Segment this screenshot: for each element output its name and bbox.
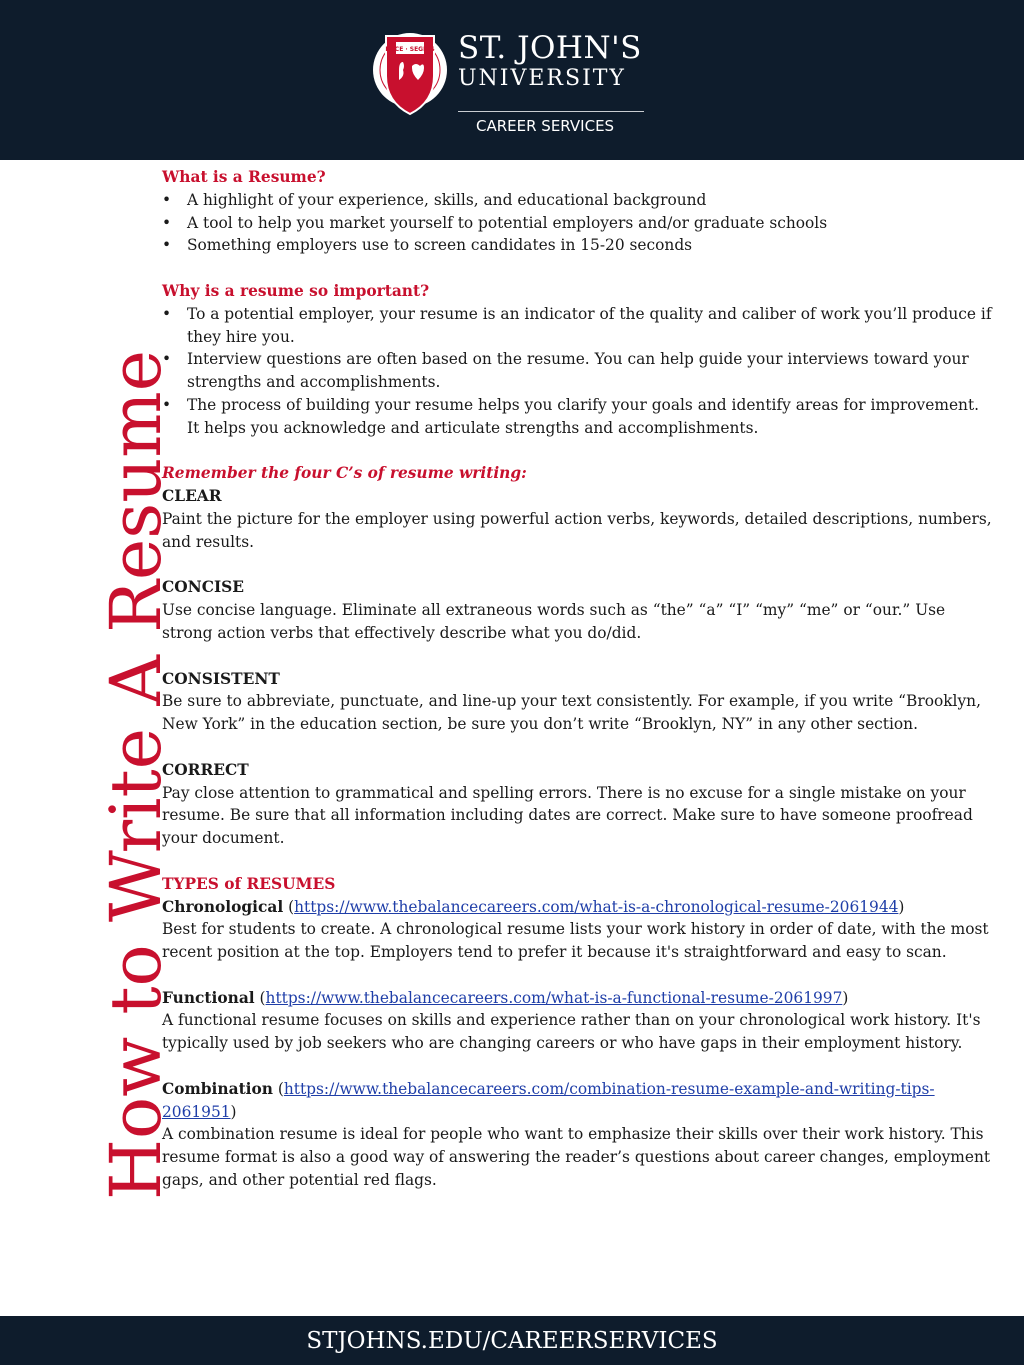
why-heading: Why is a resume so important? — [162, 281, 430, 300]
combination-title: Combination — [162, 1079, 273, 1098]
functional-text: A functional resume focuses on skills and experience rather than on your chronological work history. It's typically used by job seekers who are changing careers or who have gaps in their employment history. — [162, 1011, 981, 1053]
what-list — [162, 189, 992, 257]
header-bar — [0, 0, 1024, 160]
functional-line: Functional (https://www.thebalancecareers.com/what-is-a-functional-resume-2061997) — [162, 988, 849, 1007]
combination-link[interactable]: https://www.thebalancecareers.com/combination-resume-example-and-writing-tips-2061951 — [162, 1079, 935, 1121]
concise-title: CONCISE — [162, 578, 245, 597]
why-list — [162, 303, 992, 440]
combination-line: Combination (https://www.thebalancecareers.com/combination-resume-example-and-writing-tips-2061951) — [162, 1079, 935, 1121]
footer-url[interactable]: STJOHNS.EDU/CAREERSERVICES — [306, 1328, 718, 1354]
functional-title: Functional — [162, 988, 255, 1007]
brand-line1: ST. JOHN'S — [458, 30, 642, 66]
correct-title: CORRECT — [162, 760, 249, 779]
list-item: • Interview questions are often based on the resume. You can help guide your interviews toward your strengths and accomplishments. — [162, 348, 992, 394]
combination-text: A combination resume is ideal for people who want to emphasize their skills over their work history. This resume format is also a good way of answering the reader’s questions about career changes, employment gaps, and other potential red flags. — [162, 1125, 991, 1190]
types-heading: TYPES of RESUMES — [162, 874, 336, 893]
chronological-title: Chronological — [162, 897, 284, 916]
chronological-line: Chronological (https://www.thebalancecareers.com/what-is-a-chronological-resume-2061944) — [162, 897, 905, 916]
brand-sub: CAREER SERVICES — [476, 117, 615, 135]
main-content — [162, 166, 992, 1192]
list-item: • A highlight of your experience, skills, and educational background — [162, 189, 992, 212]
list-item: • To a potential employer, your resume is an indicator of the quality and caliber of work you’ll produce if they hire you. — [162, 303, 992, 349]
chronological-text: Best for students to create. A chronological resume lists your work history in order of date, with the most recent position at the top. Employers tend to prefer it because it's straightforward and easy to scan. — [162, 920, 989, 962]
page-title: How to Write A Resume — [95, 349, 177, 1200]
concise-text: Use concise language. Eliminate all extraneous words such as “the” “a” “I” “my” “me” or “our.” Use strong action verbs that effectively describe what you do/did. — [162, 601, 946, 642]
list-item: • A tool to help you market yourself to potential employers and/or graduate schools — [162, 212, 992, 235]
list-item: • Something employers use to screen candidates in 15-20 seconds — [162, 234, 992, 257]
consistent-text: Be sure to abbreviate, punctuate, and line-up your text consistently. For example, if you write “Brooklyn, New York” in the education section, be sure you don’t write “Brooklyn, NY” in any other section. — [162, 692, 981, 734]
clear-text: Paint the picture for the employer using powerful action verbs, keywords, detailed descriptions, numbers, and results. — [162, 509, 992, 551]
svg-text:RUCE · SEGNIS: RUCE · SEGNIS — [385, 46, 435, 53]
correct-text: Pay close attention to grammatical and spelling errors. There is no excuse for a single mistake on your resume. Be sure that all information including dates are correct. Make sure to have someone proofread your document. — [162, 783, 973, 848]
what-heading: What is a Resume? — [162, 168, 326, 186]
functional-link[interactable]: https://www.thebalancecareers.com/what-is-a-functional-resume-2061997 — [265, 988, 843, 1007]
consistent-title: CONSISTENT — [162, 669, 280, 688]
university-wordmark — [458, 30, 648, 92]
wordmark-divider — [458, 111, 644, 112]
footer-bar — [0, 1316, 1024, 1365]
chronological-link[interactable]: https://www.thebalancecareers.com/what-is-a-chronological-resume-2061944 — [294, 897, 899, 916]
four-cs-heading: Remember the four C’s of resume writing: — [162, 464, 527, 483]
list-item: • The process of building your resume helps you clarify your goals and identify areas for improvement. It helps you acknowledge and articulate strengths and accomplishments. — [162, 394, 992, 440]
clear-title: CLEAR — [162, 487, 222, 506]
brand-line2: UNIVERSITY — [458, 66, 626, 91]
